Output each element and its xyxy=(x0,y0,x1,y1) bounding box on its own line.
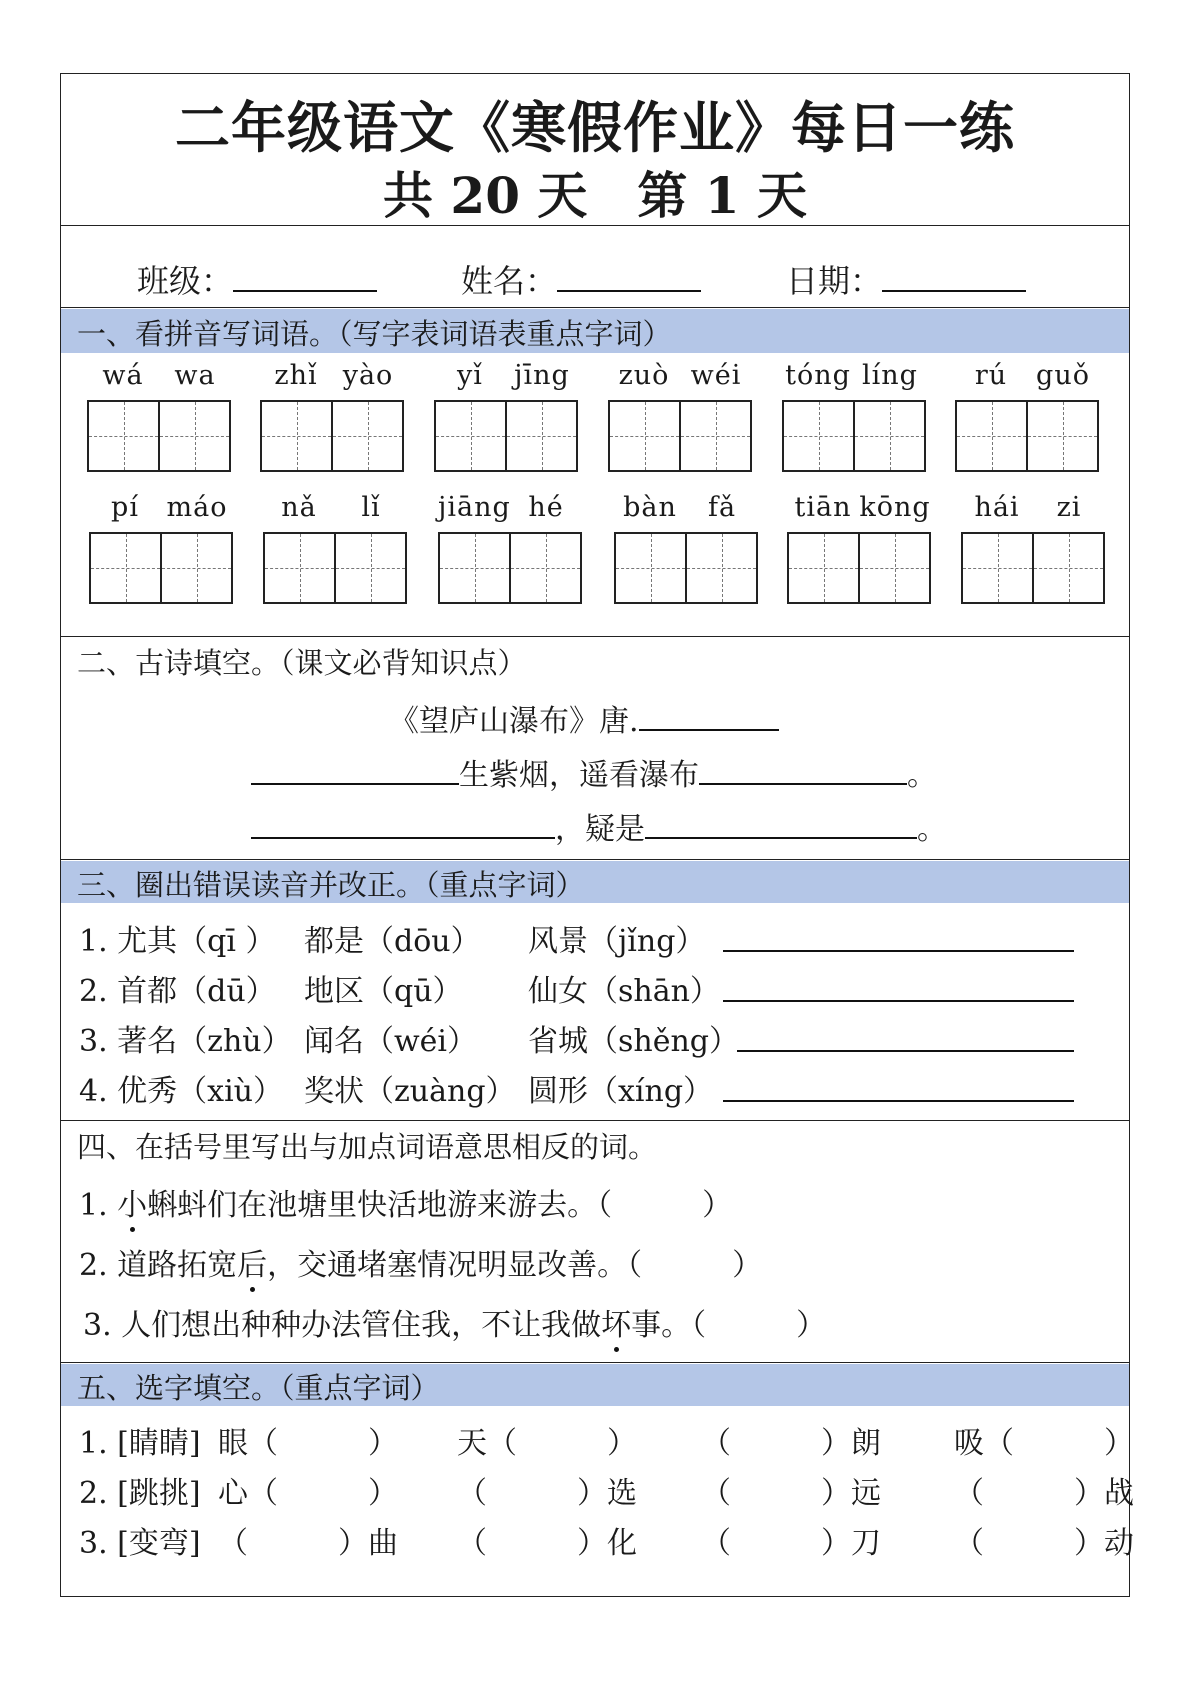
pinyin-label xyxy=(961,492,1105,526)
antonym-1-dotted-word: 小 xyxy=(117,1188,148,1223)
choose-char-blank[interactable]: （ ）战 xyxy=(954,1476,1134,1511)
choose-char-blank[interactable]: 眼（ ） xyxy=(218,1426,398,1461)
correction-blank[interactable] xyxy=(723,950,1074,952)
pinyin-syllable: máo xyxy=(166,492,228,523)
pinyin-syllable: zi xyxy=(1056,492,1082,523)
section3-title: 三、圈出错误读音并改正。（重点字词） xyxy=(77,868,585,902)
pinyin-syllable: lǐ xyxy=(361,492,381,523)
writing-cell[interactable] xyxy=(860,534,929,602)
pinyin-syllable: zhǐ xyxy=(274,360,318,391)
pronunciation-item: 2. 首都（dū） xyxy=(79,974,276,1009)
writing-cell[interactable] xyxy=(855,402,924,470)
writing-grid xyxy=(89,532,233,604)
writing-cell[interactable] xyxy=(333,402,402,470)
writing-grid xyxy=(438,532,582,604)
pinyin-label xyxy=(608,360,752,394)
worksheet xyxy=(60,73,1134,1597)
choose-char-blank[interactable]: （ ）化 xyxy=(457,1526,637,1561)
pinyin-label xyxy=(260,360,404,394)
antonym-2-prefix: 2. 道路拓宽 xyxy=(79,1248,238,1283)
pronunciation-item: 3. 著名（zhù） xyxy=(79,1024,292,1059)
name-blank[interactable] xyxy=(557,262,701,292)
pinyin-syllable: hái xyxy=(974,492,1020,523)
writing-cell[interactable] xyxy=(160,402,229,470)
writing-grid xyxy=(787,532,931,604)
choose-char-blank[interactable]: 吸（ ） xyxy=(954,1426,1134,1461)
pinyin-syllable: rú xyxy=(974,360,1008,391)
poem-end-2: 。 xyxy=(917,812,947,847)
poem-text-2: ，疑是 xyxy=(555,812,645,847)
pinyin-syllable: yǐ xyxy=(457,360,483,391)
divider xyxy=(61,1120,1129,1121)
pronunciation-item: 4. 优秀（xiù） xyxy=(79,1074,283,1109)
pinyin-syllable: pí xyxy=(111,492,139,523)
pinyin-label xyxy=(434,360,578,394)
correction-blank[interactable] xyxy=(723,1100,1074,1102)
antonym-1-rest[interactable]: 蝌蚪们在池塘里快活地游来游去。（ ） xyxy=(147,1188,733,1223)
choose-char-blank[interactable]: （ ）刀 xyxy=(701,1526,881,1561)
pinyin-label xyxy=(782,360,926,394)
poem-blank-3[interactable] xyxy=(251,811,555,839)
pinyin-label xyxy=(787,492,931,526)
writing-cell[interactable] xyxy=(89,402,160,470)
poem-line-1 xyxy=(251,750,937,794)
choose-char-blank[interactable]: 心（ ） xyxy=(218,1476,398,1511)
class-field[interactable] xyxy=(137,256,377,302)
poem-title-line xyxy=(389,696,779,740)
poem-blank-4[interactable] xyxy=(645,811,917,839)
writing-cell[interactable] xyxy=(681,402,750,470)
date-blank[interactable] xyxy=(882,262,1026,292)
writing-cell[interactable] xyxy=(1034,534,1103,602)
writing-cell[interactable] xyxy=(436,402,507,470)
pinyin-syllable: wá xyxy=(102,360,144,391)
writing-cell[interactable] xyxy=(511,534,580,602)
choose-char-blank[interactable]: （ ）选 xyxy=(457,1476,637,1511)
antonym-item-3 xyxy=(83,1300,826,1344)
divider xyxy=(61,225,1129,226)
class-blank[interactable] xyxy=(233,262,377,292)
section5-title: 五、选字填空。（重点字词） xyxy=(77,1371,440,1405)
class-label: 班级： xyxy=(137,262,234,300)
writing-grid xyxy=(955,400,1099,472)
section1-title: 一、看拼音写词语。（写字表词语表重点字词） xyxy=(77,317,672,351)
writing-grid xyxy=(87,400,231,472)
date-label: 日期： xyxy=(786,262,883,300)
name-field[interactable] xyxy=(461,256,701,302)
writing-cell[interactable] xyxy=(616,534,687,602)
pinyin-label xyxy=(955,360,1099,394)
divider xyxy=(61,636,1129,637)
pinyin-syllable: tóng xyxy=(785,360,851,391)
writing-cell[interactable] xyxy=(162,534,231,602)
pinyin-syllable: wa xyxy=(174,360,216,391)
pinyin-syllable: bàn xyxy=(623,492,677,523)
antonym-2-rest[interactable]: ，交通堵塞情况明显改善。（ ） xyxy=(267,1248,763,1283)
section4-title: 四、在括号里写出与加点词语意思相反的词。 xyxy=(77,1130,658,1164)
poem-blank-1[interactable] xyxy=(251,757,459,785)
pinyin-syllable: líng xyxy=(862,360,918,391)
writing-grid xyxy=(260,400,404,472)
pronunciation-item: 都是（dōu） xyxy=(304,924,481,959)
pinyin-syllable: tiān xyxy=(794,492,852,523)
date-field[interactable] xyxy=(786,256,1026,302)
pinyin-syllable: hé xyxy=(528,492,564,523)
writing-grid xyxy=(608,400,752,472)
choose-char-blank[interactable]: （ ）曲 xyxy=(218,1526,398,1561)
writing-cell[interactable] xyxy=(262,402,333,470)
writing-cell[interactable] xyxy=(265,534,336,602)
writing-cell[interactable] xyxy=(784,402,855,470)
choose-char-blank[interactable]: （ ）朗 xyxy=(701,1426,881,1461)
pinyin-label xyxy=(263,492,407,526)
choose-char-blank[interactable]: （ ）动 xyxy=(954,1526,1134,1561)
section2-title: 二、古诗填空。（课文必背知识点） xyxy=(77,646,527,680)
pinyin-syllable: jīng xyxy=(514,360,570,391)
antonym-3-prefix: 3. 人们想出种种办法管住我，不让我做 xyxy=(83,1308,602,1343)
correction-blank[interactable] xyxy=(723,1000,1074,1002)
worksheet-subtitle: 共 20 天 第 1 天 xyxy=(383,166,807,225)
writing-cell[interactable] xyxy=(336,534,405,602)
antonym-3-rest[interactable]: 事。（ ） xyxy=(631,1308,827,1343)
poem-end-1: 。 xyxy=(907,758,937,793)
pronunciation-item: 奖状（zuàng） xyxy=(304,1074,516,1109)
writing-grid xyxy=(263,532,407,604)
pinyin-label xyxy=(87,360,231,394)
antonym-2-dotted-word: 后 xyxy=(237,1248,268,1283)
writing-cell[interactable] xyxy=(507,402,576,470)
divider xyxy=(61,859,1129,860)
writing-cell[interactable] xyxy=(610,402,681,470)
pronunciation-item: 地区（qū） xyxy=(304,974,463,1009)
poem-line-2 xyxy=(251,804,947,848)
pronunciation-item: 闻名（wéi） xyxy=(304,1024,478,1059)
antonym-3-dotted-word: 坏 xyxy=(601,1308,632,1343)
writing-cell[interactable] xyxy=(789,534,860,602)
antonym-1-prefix: 1. xyxy=(79,1188,118,1223)
writing-cell[interactable] xyxy=(957,402,1028,470)
writing-grid xyxy=(434,400,578,472)
name-label: 姓名： xyxy=(461,262,558,300)
pinyin-syllable: jiāng xyxy=(438,492,511,523)
pinyin-syllable: fǎ xyxy=(707,492,737,523)
pinyin-syllable: zuò xyxy=(618,360,670,391)
writing-cell[interactable] xyxy=(440,534,511,602)
choose-char-label: 3. [变弯] xyxy=(79,1526,201,1561)
poem-title: 《望庐山瀑布》唐. xyxy=(389,704,639,739)
writing-grid xyxy=(782,400,926,472)
choose-char-label: 2. [跳挑] xyxy=(79,1476,201,1511)
antonym-item-1 xyxy=(79,1180,732,1224)
pronunciation-item: 省城（shěng） xyxy=(528,1024,739,1059)
worksheet-title: 二年级语文《寒假作业》每日一练 xyxy=(174,95,1015,160)
pinyin-syllable: guǒ xyxy=(1036,360,1090,391)
divider xyxy=(61,1362,1129,1363)
pinyin-syllable: kōng xyxy=(859,492,931,523)
poem-text-1: 生紫烟，遥看瀑布 xyxy=(459,758,699,793)
pinyin-syllable: yào xyxy=(342,360,394,391)
pinyin-label xyxy=(89,492,233,526)
pronunciation-item: 1. 尤其（qī ） xyxy=(79,924,276,959)
writing-grid xyxy=(614,532,758,604)
pinyin-label xyxy=(614,492,758,526)
pronunciation-item: 风景（jǐng） xyxy=(528,924,706,959)
pinyin-label xyxy=(438,492,582,526)
writing-grid xyxy=(961,532,1105,604)
writing-cell[interactable] xyxy=(91,534,162,602)
writing-cell[interactable] xyxy=(687,534,756,602)
choose-char-blank[interactable]: （ ）远 xyxy=(701,1476,881,1511)
pronunciation-item: 仙女（shān） xyxy=(528,974,720,1009)
poem-blank-2[interactable] xyxy=(699,757,907,785)
poet-blank[interactable] xyxy=(639,703,779,731)
pronunciation-item: 圆形（xíng） xyxy=(528,1074,714,1109)
pinyin-syllable: wéi xyxy=(690,360,742,391)
correction-blank[interactable] xyxy=(737,1050,1074,1052)
choose-char-blank[interactable]: 天（ ） xyxy=(457,1426,637,1461)
pinyin-syllable: nǎ xyxy=(281,492,317,523)
writing-cell[interactable] xyxy=(963,534,1034,602)
divider xyxy=(61,307,1129,308)
writing-cell[interactable] xyxy=(1028,402,1097,470)
antonym-item-2 xyxy=(79,1240,762,1284)
choose-char-label: 1. [睛睛] xyxy=(79,1426,201,1461)
